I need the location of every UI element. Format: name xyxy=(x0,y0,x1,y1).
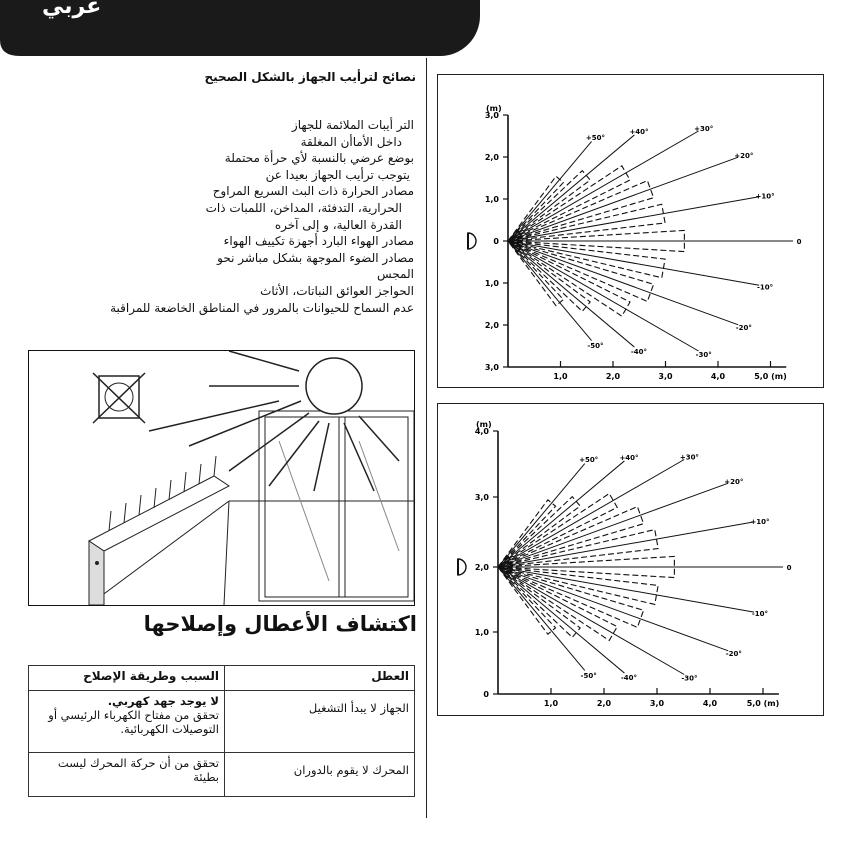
y-unit-label: (m) xyxy=(486,104,502,113)
troubleshooting-table xyxy=(28,665,415,797)
y-tick-label: 3,0 xyxy=(484,363,499,372)
y-tick-label: 2,0 xyxy=(484,153,499,162)
tips-line: مصادر الحرارة ذات البث السريع المراوح xyxy=(212,184,414,199)
angle-label: -20° xyxy=(725,649,742,658)
angle-label: +50° xyxy=(579,455,599,464)
angle-label: +10° xyxy=(750,517,770,526)
col-fault-header: العطل xyxy=(225,666,415,691)
y-tick-label: 3,0 xyxy=(484,111,499,120)
angle-label: +20° xyxy=(734,152,754,161)
angle-label: 0 xyxy=(796,238,802,246)
y-tick-label: 0 xyxy=(483,690,489,699)
cause-text: تحقق من مفتاح الكهرباء الرئيسي أو التوصيلات الكهربائية. xyxy=(48,708,219,736)
angle-label: -50° xyxy=(587,342,604,351)
column-divider xyxy=(426,58,427,818)
x-tick-label: 2,0 xyxy=(605,372,621,381)
y-tick-label: 2,0 xyxy=(474,563,489,572)
tips-title: نصائح لترأيب الجهاز بالشكل الصحيح xyxy=(204,70,416,84)
coverage-ray xyxy=(498,461,624,567)
cause-text: تحقق من أن حركة المحرك ليست بطيئة xyxy=(57,756,219,784)
angle-label: +30° xyxy=(679,453,699,462)
x-tick-label: 4,0 xyxy=(710,372,726,381)
y-tick-label: 1,0 xyxy=(484,195,499,204)
coverage-chart-svg xyxy=(438,75,823,387)
angle-label: +10° xyxy=(755,192,775,201)
angle-label: +40° xyxy=(629,128,649,137)
coverage-ray xyxy=(508,135,634,241)
table-row xyxy=(29,753,415,797)
language-tab-label: عربي xyxy=(42,0,102,19)
angle-label: -10° xyxy=(756,283,774,292)
angle-label: -30° xyxy=(695,351,712,359)
x-tick-label: 5,0 (m) xyxy=(746,699,780,708)
angle-label: -50° xyxy=(580,672,597,681)
y-tick-label: 1,0 xyxy=(484,279,499,288)
angle-label: -40° xyxy=(620,673,638,682)
y-tick-label: 3,0 xyxy=(474,493,489,502)
tips-line: الحرارية، التدفئة، المداخن، اللمبات ذات xyxy=(205,200,402,215)
x-tick-label: 4,0 xyxy=(702,699,718,708)
tips-line: مصادر الضوء الموجهة بشكل مباشر نحو xyxy=(217,250,414,265)
angle-label: +50° xyxy=(585,133,605,142)
tips-line: بوضع عرضي بالنسبة لأي حرأة محتملة xyxy=(224,151,414,166)
angle-label: -20° xyxy=(735,323,752,332)
x-tick-label: 2,0 xyxy=(596,699,612,708)
coverage-chart-side xyxy=(437,403,824,716)
col-cause-header: السبب وطريقة الإصلاح xyxy=(29,666,225,691)
cause-title: لا يوجد جهد كهربي. xyxy=(107,694,219,708)
angle-label: 0 xyxy=(786,564,792,572)
angle-label: +20° xyxy=(724,478,744,487)
x-tick-label: 1,0 xyxy=(553,372,568,381)
tips-line: يتوجب ترأيب الجهاز بعيدا عن xyxy=(265,167,410,182)
coverage-chart-top xyxy=(437,74,824,388)
installation-illustration xyxy=(28,350,415,606)
tips-line: عدم السماح للحيوانات بالمرور في المناطق الخاضعة للمراقبة xyxy=(110,300,414,315)
tips-line: التر أيبات الملائمة للجهاز xyxy=(291,118,414,132)
troubleshooting-title: اكتشاف الأعطال وإصلاحها xyxy=(143,612,417,636)
x-tick-label: 3,0 xyxy=(658,372,673,381)
angle-label: -10° xyxy=(751,610,769,619)
angle-label: +40° xyxy=(619,454,639,463)
y-tick-label: 0 xyxy=(493,237,499,246)
tips-line: داخل الأماأن المغلقة xyxy=(300,134,402,149)
angle-label: -30° xyxy=(681,674,698,683)
table-row xyxy=(29,691,415,753)
y-unit-label: (m) xyxy=(476,420,492,429)
angle-label: -40° xyxy=(630,347,648,356)
y-tick-label: 1,0 xyxy=(474,628,489,637)
angle-label: +30° xyxy=(694,125,714,133)
coverage-ray xyxy=(498,567,624,673)
fault-cell: الجهاز لا يبدأ التشغيل xyxy=(225,691,415,753)
y-tick-label: 2,0 xyxy=(484,321,499,330)
tips-line: الحواجز العوائق النباتات، الأثاث xyxy=(260,283,414,298)
y-tick-label: 4,0 xyxy=(474,427,489,436)
sensor-icon xyxy=(458,559,466,575)
tips-line: المجس xyxy=(377,267,414,282)
tips-list xyxy=(84,117,414,316)
cause-cell xyxy=(29,691,225,753)
coverage-lobe xyxy=(508,241,654,301)
coverage-chart-svg xyxy=(438,404,823,715)
coverage-ray xyxy=(508,241,634,347)
fault-cell: المحرك لا يقوم بالدوران xyxy=(225,753,415,797)
sensor-icon xyxy=(468,233,476,249)
x-tick-label: 3,0 xyxy=(649,699,665,708)
cause-cell xyxy=(29,753,225,797)
tips-line: القدرة العالية، و إلى آخره xyxy=(274,217,402,232)
tips-line: مصادر الهواء البارد أجهزة تكييف الهواء xyxy=(223,234,414,249)
x-tick-label: 5,0 (m) xyxy=(754,372,787,381)
x-tick-label: 1,0 xyxy=(543,699,559,708)
